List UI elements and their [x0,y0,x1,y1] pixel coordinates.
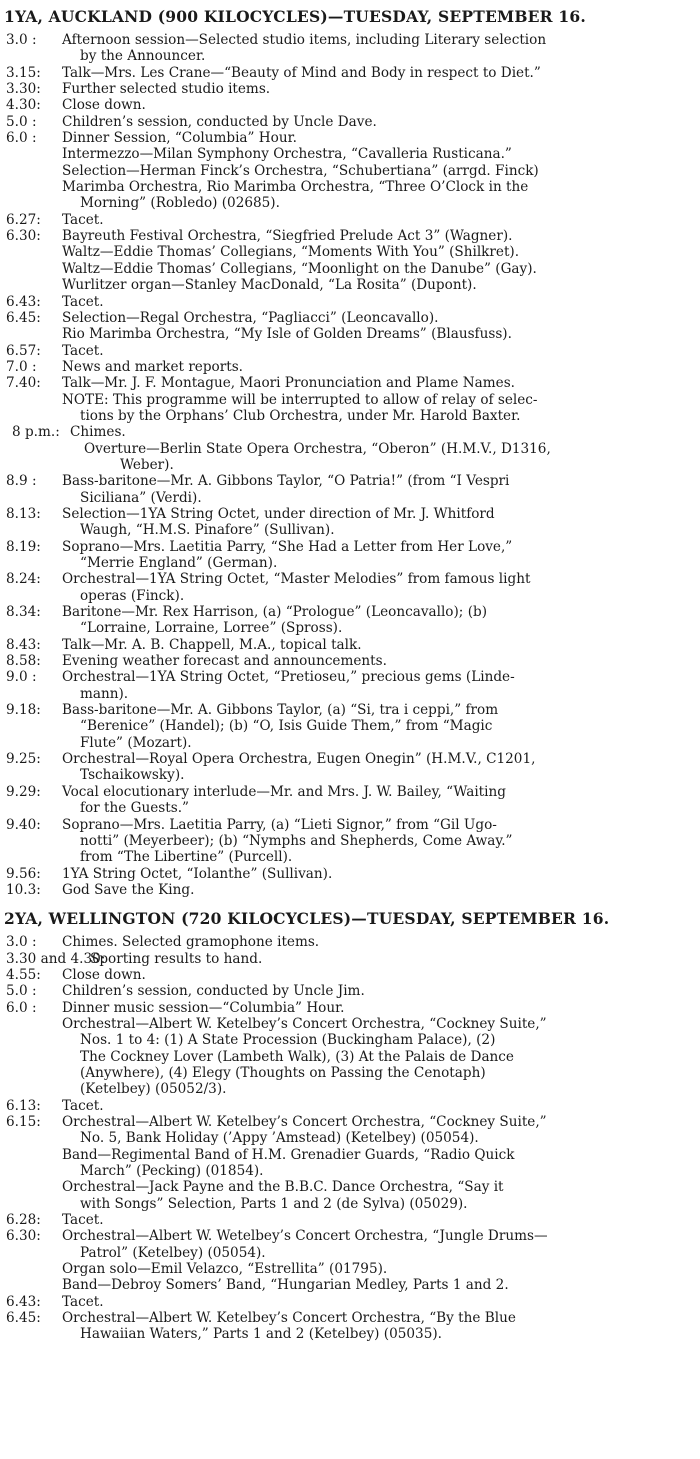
programme-entry [0,604,700,637]
entry-time: 7.40: [6,375,41,392]
entry-line: Tacet. [62,211,104,228]
entry-line: Tschaikowsky). [80,767,185,784]
entry-time: 3.0 : [6,934,37,951]
programme-entry [0,784,700,817]
entry-time: 9.40: [6,816,41,833]
entry-line: March” (Pecking) (01854). [80,1163,264,1180]
entry-time: 3.15: [6,64,41,81]
entry-line: Organ solo—Emil Velazco, “Estrellita” (01795). [62,1261,388,1278]
entry-line: Orchestral—1YA String Octet, “Master Melodies” from famous light [62,571,531,588]
entry-time: 8.13: [6,505,41,522]
entry-line: Talk—Mr. J. F. Montague, Maori Pronunciation and Plame Names. [62,375,515,392]
entry-line: by the Announcer. [80,48,206,65]
entry-line: Morning” (Robledo) (02685). [80,195,280,212]
entry-line: Nos. 1 to 4: (1) A State Procession (Buckingham Palace), (2) [80,1032,496,1049]
station-heading-1ya: 1YA, AUCKLAND (900 KILOCYCLES)—TUESDAY, SEPTEMBER 16. [4,7,586,26]
entry-line: Selection—1YA String Octet, under direction of Mr. J. Whitford [62,505,495,522]
entry-line: Overture—Berlin State Opera Orchestra, “Oberon” (H.M.V., D1316, [84,440,551,457]
programme-entry [0,1228,700,1293]
entry-time: 8.58: [6,653,41,670]
programme-list-1ya [0,30,700,898]
programme-entry [0,130,700,212]
programme-entry [0,81,700,97]
programme-entry [0,539,700,572]
entry-line: Wurlitzer organ—Stanley MacDonald, “La Rosita” (Dupont). [62,277,477,294]
entry-time: 9.56: [6,865,41,882]
entry-time: 5.0 : [6,983,37,1000]
entry-line: Intermezzo—Milan Symphony Orchestra, “Cavalleria Rusticana.” [62,146,512,163]
entry-line: Orchestral—Albert W. Ketelbey’s Concert Orchestra, “Cockney Suite,” [62,1114,547,1130]
programme-entry [0,1098,700,1114]
programme-entry [0,983,700,999]
entry-line: NOTE: This programme will be interrupted to allow of relay of selec- [62,391,538,408]
entry-line: Chimes. Selected gramophone items. [62,934,320,951]
entry-line: Baritone—Mr. Rex Harrison, (a) “Prologue” (Leoncavallo); (b) [62,604,487,621]
programme-entry [0,934,700,950]
entry-line: (Anywhere), (4) Elegy (Thoughts on Passing the Cenotaph) [80,1064,486,1081]
programme-entry [0,114,700,130]
programme-entry [0,310,700,343]
entry-line: Chimes. [70,424,126,441]
entry-line: Waltz—Eddie Thomas’ Collegians, “Moonlight on the Danube” (Gay). [62,260,537,277]
programme-entry [0,65,700,81]
entry-line: Band—Regimental Band of H.M. Grenadier Guards, “Radio Quick [62,1146,515,1163]
entry-line: Orchestral—Royal Opera Orchestra, Eugen Onegin” (H.M.V., C1201, [62,751,536,768]
entry-line: “Lorraine, Lorraine, Lorree” (Spross). [80,620,343,637]
entry-line: Tacet. [62,1212,104,1229]
entry-line: Band—Debroy Somers’ Band, “Hungarian Medley, Parts 1 and 2. [62,1277,509,1294]
programme-entry [0,212,700,228]
entry-line: God Save the King. [62,881,195,898]
entry-line: Flute” (Mozart). [80,734,192,751]
station-heading-2ya: 2YA, WELLINGTON (720 KILOCYCLES)—TUESDAY, SEPTEMBER 16. [4,909,610,929]
programme-entry [0,866,700,882]
entry-line: notti” (Meyerbeer); (b) “Nymphs and Shepherds, Come Away.” [80,832,513,849]
entry-line: Weber). [120,456,174,473]
programme-entry [0,1114,700,1212]
programme-entry [0,375,700,424]
entry-time: 3.30 and 4.30: [6,950,106,967]
programme-entry [0,967,700,983]
entry-time: 6.43: [6,293,41,310]
entry-time: 10.3: [6,881,41,898]
entry-line: Waltz—Eddie Thomas’ Collegians, “Moments With You” (Shilkret). [62,244,520,261]
programme-entry [0,343,700,359]
entry-line: Tacet. [62,1097,104,1114]
entry-line: (Ketelbey) (05052/3). [80,1081,227,1098]
entry-line: 1YA String Octet, “Iolanthe” (Sullivan). [62,865,333,882]
programme-entry [0,1212,700,1228]
entry-line: The Cockney Lover (Lambeth Walk), (3) At the Palais de Dance [80,1048,514,1065]
entry-time: 6.45: [6,1310,41,1327]
entry-line: Further selected studio items. [62,81,271,98]
entry-line: Selection—Herman Finck’s Orchestra, “Schubertiana” (arrgd. Finck) [62,162,539,179]
entry-line: Close down. [62,966,146,983]
entry-time: 6.15: [6,1114,41,1130]
entry-line: Hawaiian Waters,” Parts 1 and 2 (Ketelbey) (05035). [80,1326,442,1343]
entry-line: Orchestral—Albert W. Wetelbey’s Concert Orchestra, “Jungle Drums— [62,1228,548,1245]
entry-time: 8.43: [6,636,41,653]
programme-entry [0,294,700,310]
programme-entry [0,473,700,506]
programme-entry [0,1294,700,1310]
entry-line: with Songs” Selection, Parts 1 and 2 (de Sylva) (05029). [80,1195,468,1212]
entry-line: operas (Finck). [80,587,185,604]
entry-line: Patrol” (Ketelbey) (05054). [80,1244,266,1261]
entry-time: 8.24: [6,571,41,588]
entry-line: Dinner music session—“Columbia” Hour. [62,999,345,1016]
entry-line: Soprano—Mrs. Laetitia Parry, (a) “Lieti Signor,” from “Gil Ugo- [62,816,497,833]
entry-time: 6.0 : [6,130,37,147]
entry-time: 6.30: [6,1228,41,1245]
entry-line: Waugh, “H.M.S. Pinafore” (Sullivan). [80,522,335,539]
programme-entry [0,359,700,375]
entry-line: Marimba Orchestra, Rio Marimba Orchestra, “Three O’Clock in the [62,179,529,196]
entry-line: Close down. [62,97,146,114]
programme-entry [0,32,700,65]
entry-line: Orchestral—Albert W. Ketelbey’s Concert Orchestra, “Cockney Suite,” [62,1015,547,1032]
programme-entry [0,653,700,669]
entry-line: Orchestral—Jack Payne and the B.B.C. Dance Orchestra, “Say it [62,1179,504,1196]
entry-line: Tacet. [62,1293,104,1310]
programme-entry [0,506,700,539]
entry-time: 6.45: [6,309,41,326]
entry-line: Talk—Mr. A. B. Chappell, M.A., topical talk. [62,636,362,653]
programme-entry [0,637,700,653]
entry-line: Evening weather forecast and announcements. [62,653,387,670]
entry-line: Vocal elocutionary interlude—Mr. and Mrs. J. W. Bailey, “Waiting [62,783,506,800]
entry-time: 4.30: [6,97,41,114]
entry-time: 3.30: [6,81,41,98]
entry-line: Children’s session, conducted by Uncle Jim. [62,983,365,1000]
entry-line: Rio Marimba Orchestra, “My Isle of Golden Dreams” (Blausfuss). [62,326,512,343]
entry-time: 6.0 : [6,999,37,1016]
entry-line: Afternoon session—Selected studio items, including Literary selection [62,32,547,48]
entry-time: 8 p.m.: [12,424,60,441]
entry-time: 8.9 : [6,473,37,490]
entry-line: No. 5, Bank Holiday (’Appy ’Amstead) (Ketelbey) (05054). [80,1130,479,1147]
programme-entry [0,228,700,293]
entry-time: 7.0 : [6,358,37,375]
programme-entry [0,1310,700,1343]
entry-time: 6.43: [6,1293,41,1310]
entry-time: 6.27: [6,211,41,228]
entry-time: 4.55: [6,966,41,983]
entry-line: “Merrie England” (German). [80,555,278,571]
programme-entry [0,669,700,702]
entry-line: Tacet. [62,293,104,310]
programme-list-2ya [0,932,700,1343]
programme-entry [0,951,700,967]
programme-entry [0,97,700,113]
entry-time: 9.0 : [6,669,37,686]
entry-line: Talk—Mrs. Les Crane—“Beauty of Mind and Body in respect to Diet.” [62,64,541,81]
entry-time: 8.19: [6,538,41,555]
programme-entry [0,751,700,784]
programme-entry [0,1000,700,1098]
entry-time: 5.0 : [6,113,37,130]
entry-line: Siciliana” (Verdi). [80,489,202,506]
entry-line: Bass-baritone—Mr. A. Gibbons Taylor, “O Patria!” (from “I Vespri [62,473,510,490]
programme-entry [0,424,700,473]
entry-line: Sporting results to hand. [90,950,263,967]
entry-line: Dinner Session, “Columbia” Hour. [62,130,297,147]
entry-line: Bass-baritone—Mr. A. Gibbons Taylor, (a) “Si, tra i ceppi,” from [62,702,499,719]
entry-line: from “The Libertine” (Purcell). [80,849,293,866]
entry-line: Orchestral—Albert W. Ketelbey’s Concert Orchestra, “By the Blue [62,1310,516,1327]
entry-time: 9.29: [6,783,41,800]
programme-entry [0,571,700,604]
entry-time: 6.13: [6,1097,41,1114]
programme-entry [0,882,700,898]
entry-time: 6.28: [6,1212,41,1229]
entry-line: Children’s session, conducted by Uncle Dave. [62,113,377,130]
entry-time: 9.18: [6,702,41,719]
entry-time: 6.57: [6,342,41,359]
entry-line: News and market reports. [62,358,243,375]
entry-time: 9.25: [6,751,41,768]
entry-line: Bayreuth Festival Orchestra, “Siegfried Prelude Act 3” (Wagner). [62,228,513,245]
entry-line: Orchestral—1YA String Octet, “Pretioseu,” precious gems (Linde- [62,669,515,686]
entry-line: “Berenice” (Handel); (b) “O, Isis Guide Them,” from “Magic [80,718,493,735]
entry-line: Soprano—Mrs. Laetitia Parry, “She Had a Letter from Her Love,” [62,538,513,555]
entry-time: 6.30: [6,228,41,245]
entry-line: for the Guests.” [80,800,189,817]
programme-entry [0,702,700,751]
programme-entry [0,817,700,866]
entry-time: 3.0 : [6,32,37,48]
entry-line: Tacet. [62,342,104,359]
entry-line: mann). [80,685,129,702]
entry-line: tions by the Orphans’ Club Orchestra, under Mr. Harold Baxter. [80,407,521,424]
entry-line: Selection—Regal Orchestra, “Pagliacci” (Leoncavallo). [62,309,439,326]
entry-time: 8.34: [6,604,41,621]
